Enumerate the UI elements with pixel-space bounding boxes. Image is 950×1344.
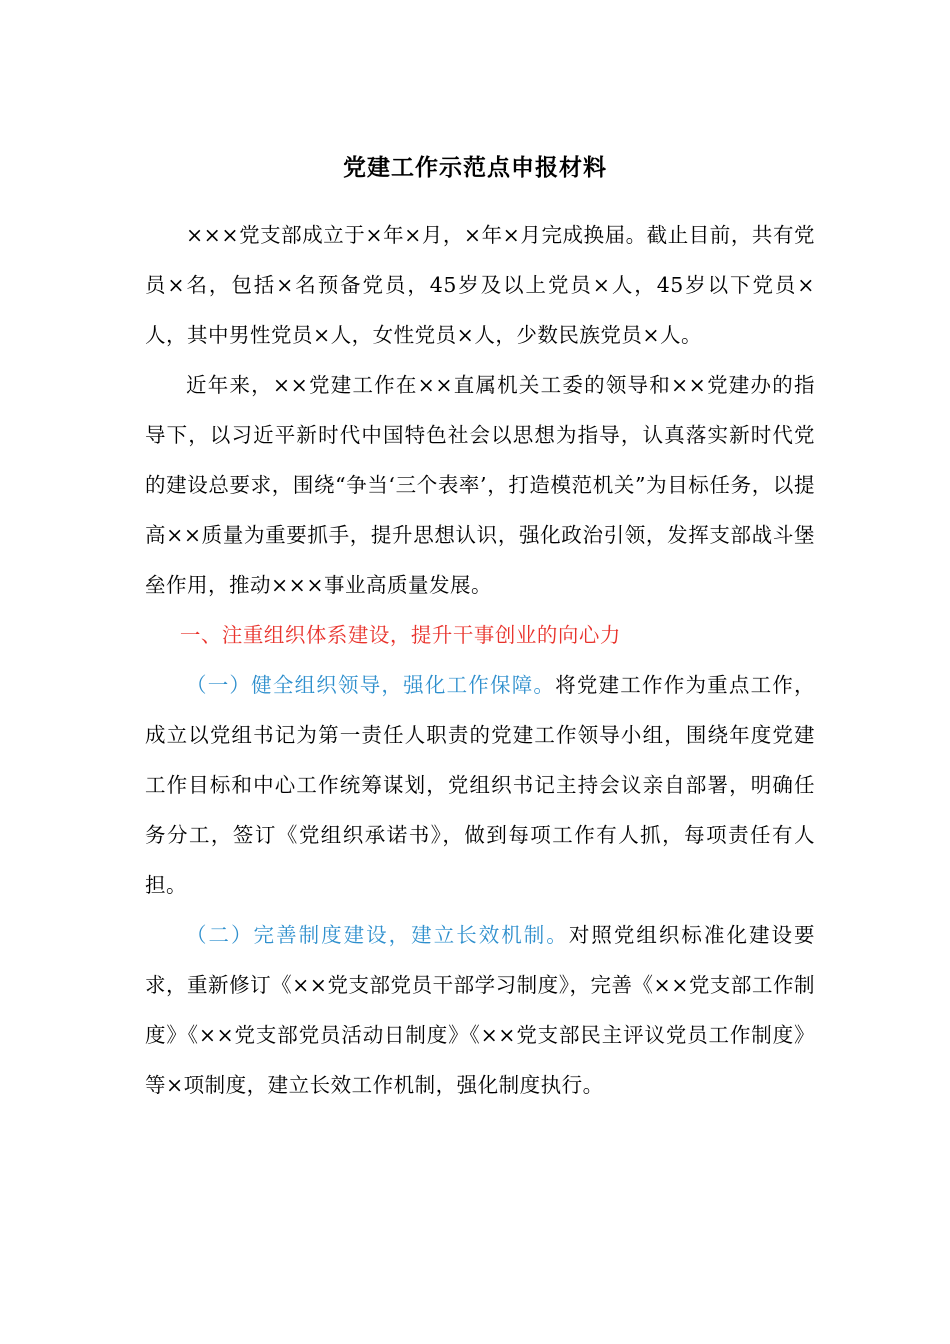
paragraph-overview: 近年来，××党建工作在××直属机关工委的领导和××党建办的指导下，以习近平新时代中国特色社会以思想为指导，认真落实新时代党的建设总要求，围绕“争当‘三个表率’，打造模范机关”为目标任务，以提高××质量为重要抓手，提升思想认识，强化政治引领，发挥支部战斗堡垒作用，推动×××事业高质量发展。 <box>145 373 815 597</box>
document-body <box>145 210 815 1110</box>
section-item-1-subtitle: （一）健全组织领导，强化工作保障。 <box>186 673 556 697</box>
section-item-1 <box>145 660 815 910</box>
document-title: 党建工作示范点申报材料 <box>343 154 607 181</box>
section-heading: 一、注重组织体系建设，提升干事创业的向心力 <box>179 623 621 647</box>
section-item-2-subtitle: （二）完善制度建设，建立长效机制。 <box>186 923 569 947</box>
paragraph-intro: ×××党支部成立于×年×月，×年×月完成换届。截止目前，共有党员×名，包括×名预备党员，45岁及以上党员×人，45岁以下党员×人，其中男性党员×人，女性党员×人，少数民族党员×人。 <box>145 223 815 347</box>
section-item-2 <box>145 910 815 1110</box>
section-item-1-text: 将党建工作作为重点工作，成立以党组书记为第一责任人职责的党建工作领导小组，围绕年度党建工作目标和中心工作统筹谋划，党组织书记主持会议亲自部署，明确任务分工，签订《党组织承诺书》，做到每项工作有人抓，每项责任有人担。 <box>145 673 816 897</box>
section-item-2-text: 对照党组织标准化建设要求，重新修订《××党支部党员干部学习制度》，完善《××党支部工作制度》《××党支部党员活动日制度》《××党支部民主评议党员工作制度》等×项制度，建立长效工作机制，强化制度执行。 <box>145 923 816 1097</box>
